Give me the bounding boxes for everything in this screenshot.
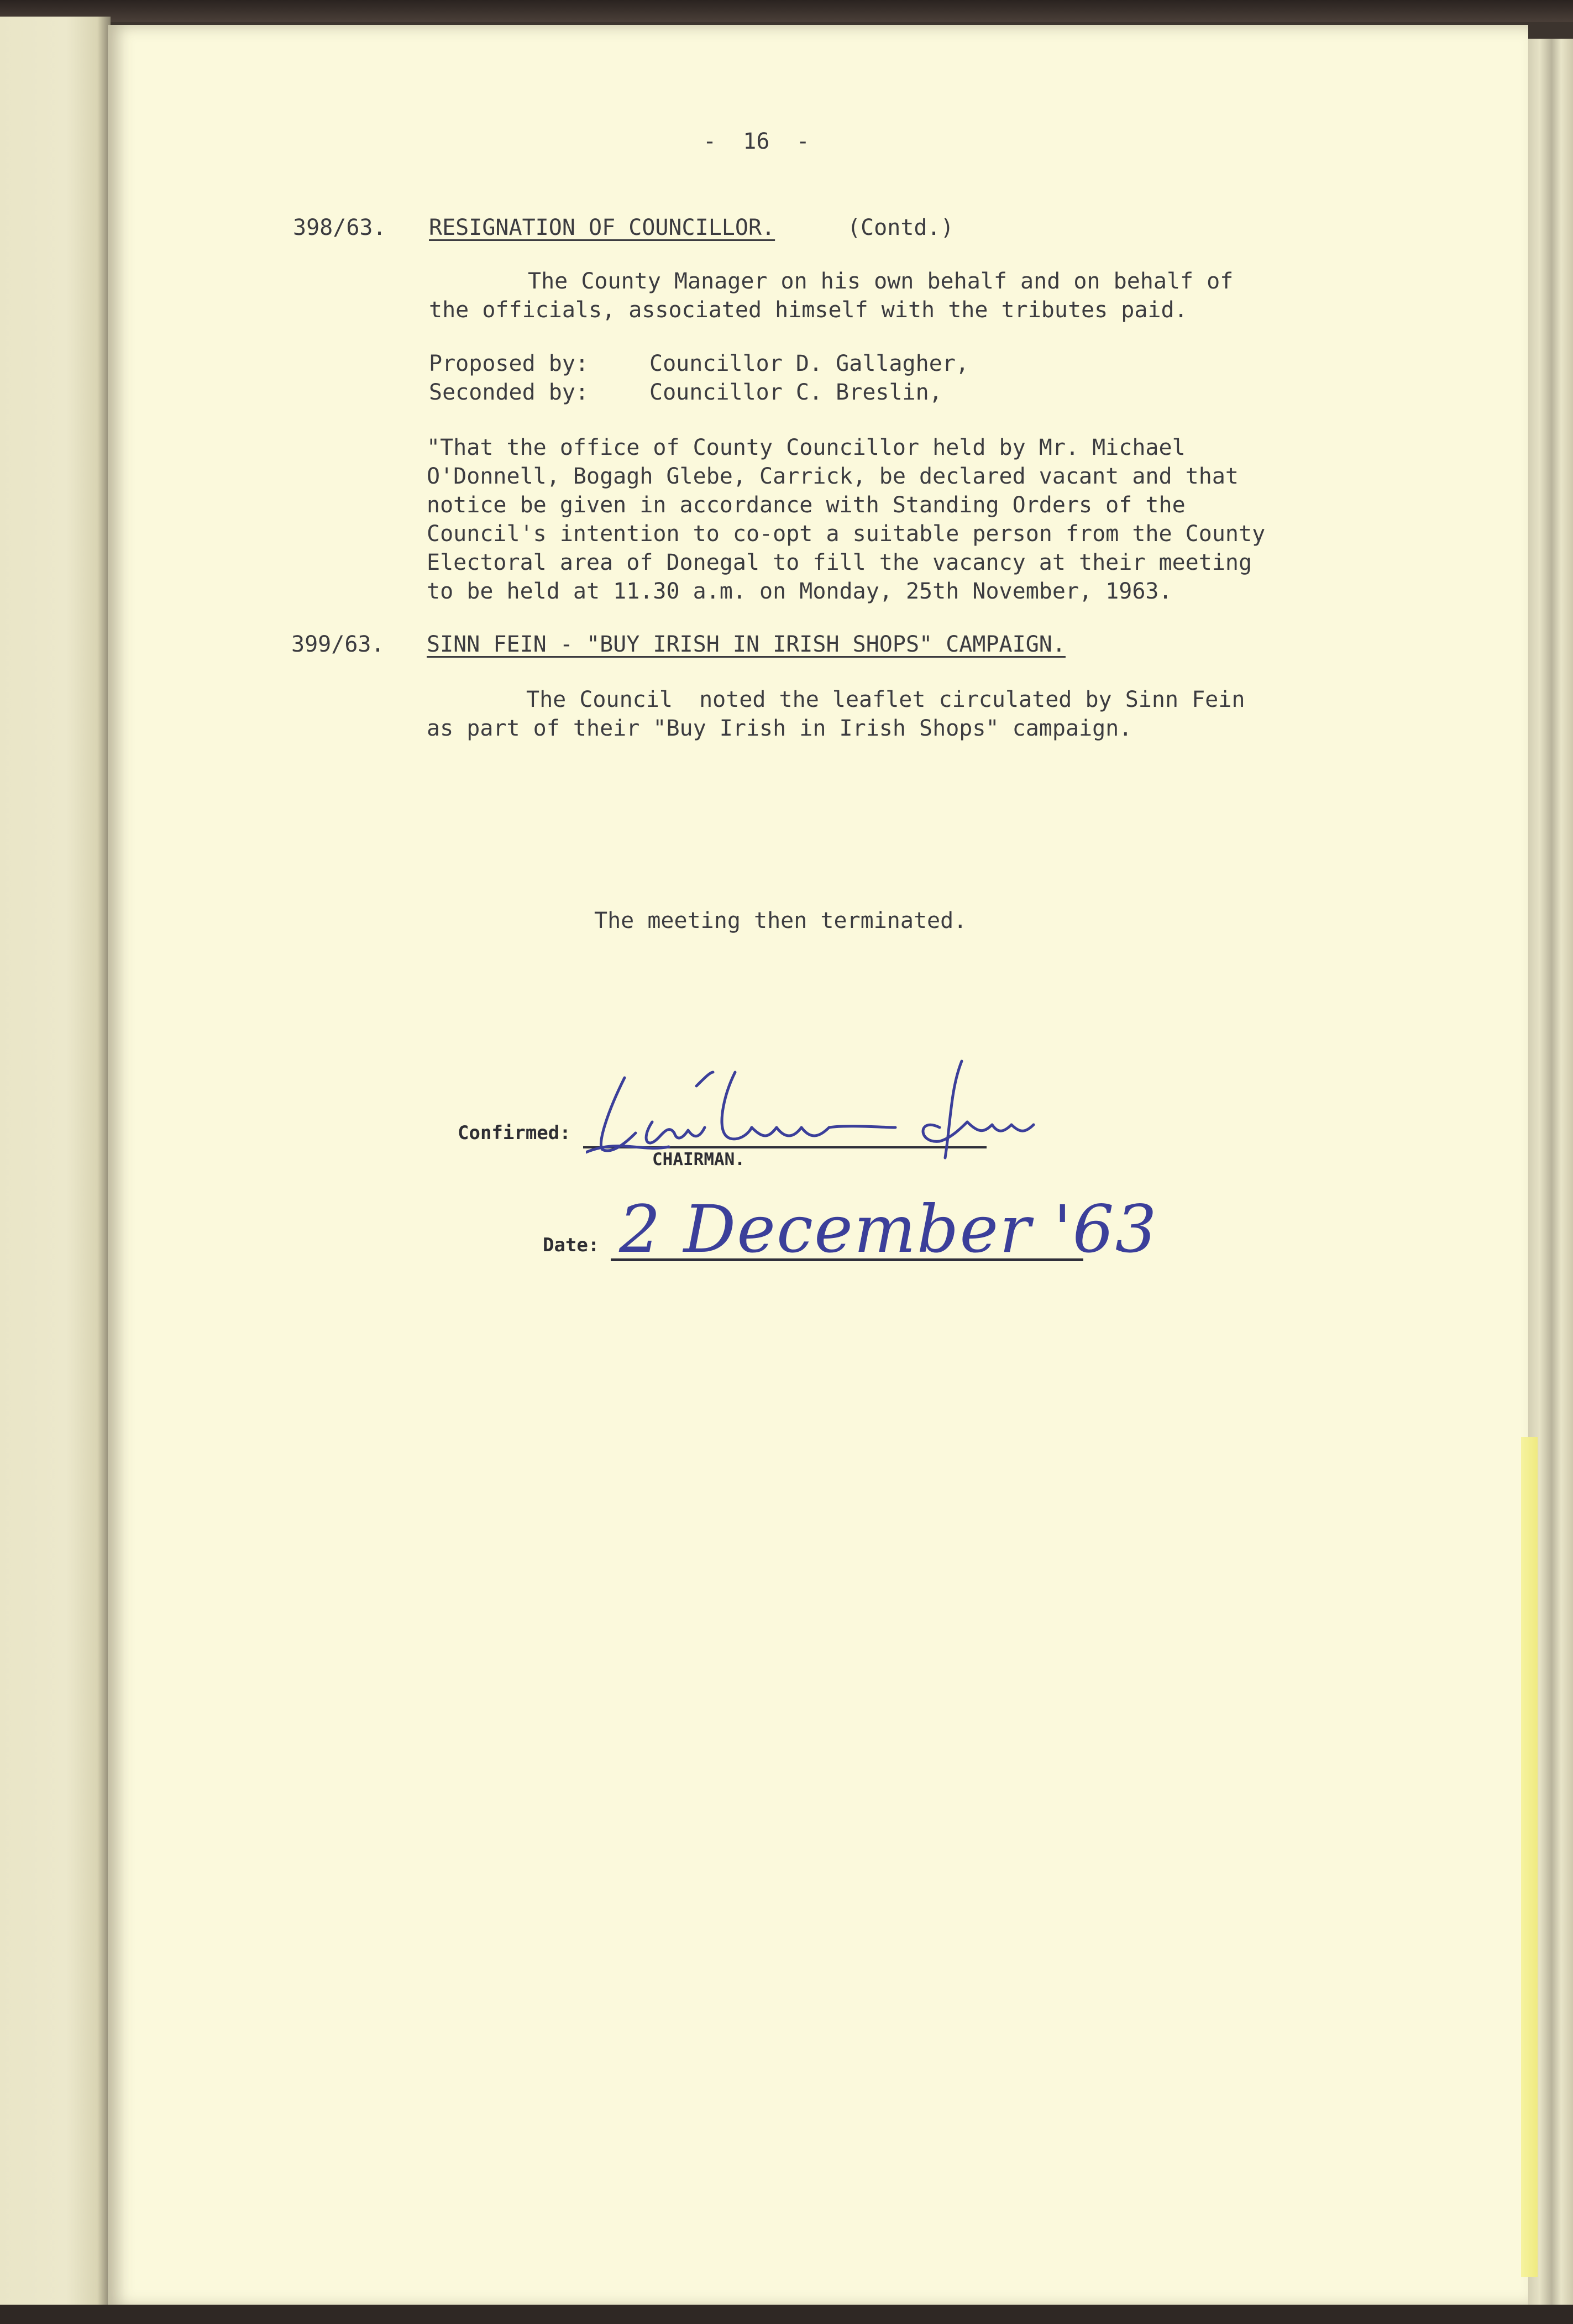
- facing-page-left: [0, 17, 111, 2324]
- resolution-line: Electoral area of Donegal to fill the vacancy at their meeting: [427, 550, 1252, 575]
- paragraph-line: The Council noted the leaflet circulated by Sinn Fein: [526, 687, 1245, 712]
- proposed-value: Councillor D. Gallagher,: [649, 351, 969, 376]
- resolution-line: "That the office of County Councillor held by Mr. Michael: [427, 435, 1186, 460]
- chairman-signature: [586, 1056, 1128, 1199]
- resolution-line: O'Donnell, Bogagh Glebe, Carrick, be declared vacant and that: [427, 464, 1239, 489]
- page-number: - 16 -: [703, 129, 810, 154]
- item-heading: RESIGNATION OF COUNCILLOR.: [429, 215, 775, 240]
- paragraph-line: the officials, associated himself with the tributes paid.: [429, 297, 1188, 323]
- resolution-line: Council's intention to co-opt a suitable person from the County: [427, 521, 1266, 547]
- paragraph-line: The County Manager on his own behalf and on behalf of: [528, 269, 1234, 294]
- resolution-line: to be held at 11.30 a.m. on Monday, 25th November, 1963.: [427, 579, 1172, 604]
- seconded-value: Councillor C. Breslin,: [649, 380, 942, 405]
- item-heading: SINN FEIN - "BUY IRISH IN IRISH SHOPS" CAMPAIGN.: [427, 632, 1066, 657]
- closing-line: The meeting then terminated.: [594, 908, 967, 933]
- book-top-edge: [0, 0, 1573, 22]
- chairman-label: CHAIRMAN.: [652, 1150, 745, 1169]
- confirmed-label: Confirmed:: [458, 1122, 571, 1144]
- item-number: 398/63.: [293, 215, 386, 240]
- seconded-label: Seconded by:: [429, 380, 589, 405]
- item-number: 399/63.: [291, 632, 385, 657]
- book-bottom-edge: [0, 2305, 1573, 2324]
- page-edge-tab: [1521, 1437, 1538, 2277]
- proposed-label: Proposed by:: [429, 351, 589, 376]
- paragraph-line: as part of their "Buy Irish in Irish Shops" campaign.: [427, 716, 1132, 741]
- resolution-line: notice be given in accordance with Standing Orders of the: [427, 492, 1186, 518]
- item-heading-suffix: (Contd.): [847, 215, 954, 240]
- date-label: Date:: [543, 1234, 600, 1256]
- handwritten-date: 2 December '63: [619, 1191, 1158, 1267]
